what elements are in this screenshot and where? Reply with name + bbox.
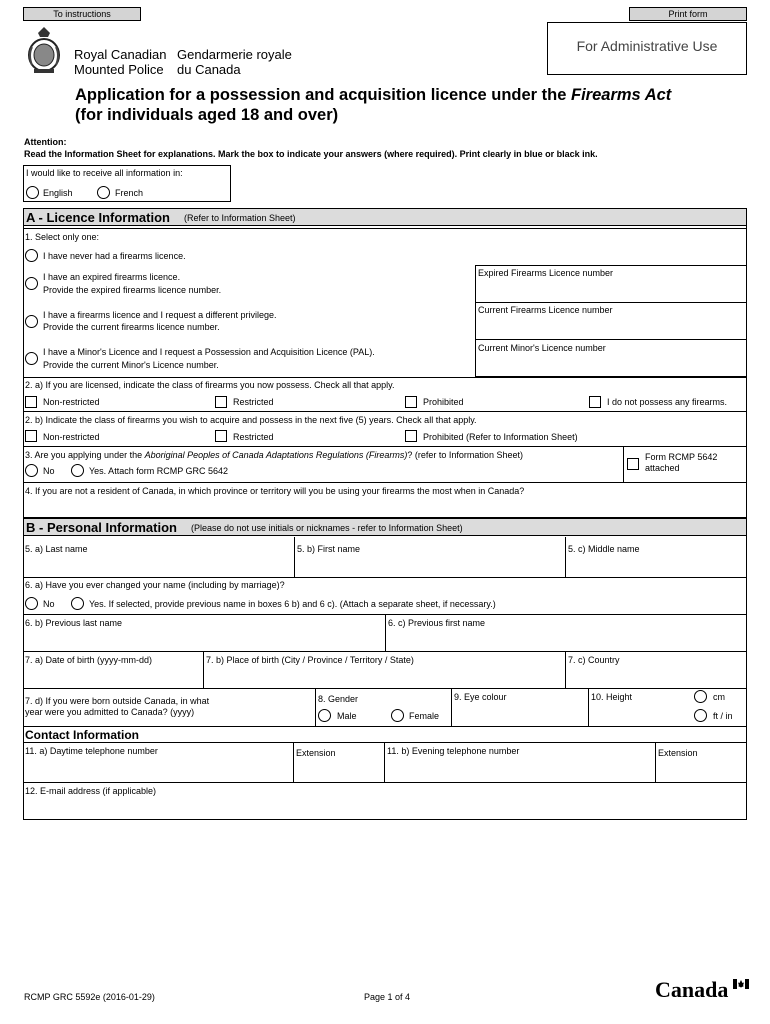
q6a-label: 6. a) Have you ever changed your name (including by marriage)? [25,580,285,590]
administrative-use-box: For Administrative Use [547,22,747,75]
minors-licence-radio[interactable] [25,352,38,365]
first-name-input[interactable] [295,555,565,576]
previous-first-name-input[interactable] [386,629,746,650]
q4-label: 4. If you are not a resident of Canada, in which province or territory will you be using your firearms the most when in Canada? [25,486,525,496]
height-ftin-radio[interactable] [694,709,707,722]
country-label: 7. c) Country [568,655,620,665]
form-5642-attached-checkbox[interactable] [627,458,639,470]
email-label: 12. E-mail address (if applicable) [25,786,157,796]
q6a-no-label: No [43,599,55,609]
different-privilege-hint: Provide the current firearms licence number. [43,322,220,332]
q1-label: 1. Select only one: [25,232,100,242]
last-name-input[interactable] [24,555,294,576]
last-name-label: 5. a) Last name [25,544,88,554]
q3-label: 3. Are you applying under the Aboriginal Peoples of Canada Adaptations Regulations (Firearms)? (refer to Information Sheet) [25,450,523,460]
country-input[interactable] [566,666,746,687]
q2b-prohibited-checkbox[interactable] [405,430,417,442]
never-licence-radio[interactable] [25,249,38,262]
height-label: 10. Height [591,692,633,702]
height-ftin-label: ft / in [713,711,733,721]
middle-name-label: 5. c) Middle name [568,544,640,554]
canada-wordmark: Canada [655,977,728,1003]
current-licence-number-label: Current Firearms Licence number [478,305,613,315]
q2a-no-possess-label: I do not possess any firearms. [607,397,728,407]
q3-yes-label: Yes. Attach form RCMP GRC 5642 [89,466,229,476]
language-prompt: I would like to receive all information in: [26,168,183,178]
male-label: Male [337,711,357,721]
first-name-label: 5. b) First name [297,544,361,554]
section-b-header: B - Personal Information (Please do not use initials or nicknames - refer to Information Sheet) [23,518,747,536]
email-input[interactable] [24,797,746,819]
q6a-no-radio[interactable] [25,597,38,610]
dob-input[interactable] [24,666,202,687]
female-label: Female [409,711,440,721]
q2a-restricted-checkbox[interactable] [215,396,227,408]
evening-ext-label: Extension [658,748,698,758]
daytime-ext-input[interactable] [294,760,383,781]
q6a-yes-radio[interactable] [71,597,84,610]
to-instructions-button[interactable]: To instructions [23,7,141,21]
expired-licence-number-label: Expired Firearms Licence number [478,268,614,278]
q2b-restricted-label: Restricted [233,432,274,442]
previous-last-name-input[interactable] [24,629,384,650]
pob-input[interactable] [204,666,564,687]
english-radio[interactable] [26,186,39,199]
contact-info-heading: Contact Information [25,728,139,742]
form-5642-attached-label: Form RCMP 5642 attached [645,452,718,473]
section-a-header: A - Licence Information (Refer to Information Sheet) [23,208,747,226]
english-label: English [43,188,73,198]
q3-no-label: No [43,466,55,476]
year-admitted-input[interactable] [240,690,314,725]
attention-text: Read the Information Sheet for explanations. Mark the box to indicate your answers (where required). Print clearly in blue or black ink. [24,149,598,159]
dob-label: 7. a) Date of birth (yyyy-mm-dd) [25,655,153,665]
french-label: French [115,188,144,198]
french-radio[interactable] [97,186,110,199]
daytime-phone-label: 11. a) Daytime telephone number [25,746,158,756]
q2a-label: 2. a) If you are licensed, indicate the class of firearms you now possess. Check all that apply. [25,380,395,390]
different-privilege-radio[interactable] [25,315,38,328]
page-number: Page 1 of 4 [364,992,411,1002]
evening-phone-input[interactable] [385,760,654,781]
q3-no-radio[interactable] [25,464,38,477]
q2b-restricted-checkbox[interactable] [215,430,227,442]
previous-last-name-label: 6. b) Previous last name [25,618,123,628]
expired-licence-radio[interactable] [25,277,38,290]
eye-colour-label: 9. Eye colour [454,692,507,702]
q6a-yes-label: Yes. If selected, provide previous name in boxes 6 b) and 6 c). (Attach a separate sheet, if necessary.) [89,599,496,609]
expired-licence-hint: Provide the expired firearms licence number. [43,285,222,295]
q2a-prohibited-checkbox[interactable] [405,396,417,408]
print-form-button[interactable]: Print form [629,7,747,21]
q2b-prohibited-label: Prohibited (Refer to Information Sheet) [423,432,578,442]
form-id: RCMP GRC 5592e (2016-01-29) [24,992,155,1002]
q2b-nonrestricted-checkbox[interactable] [25,430,37,442]
q2b-nonrestricted-label: Non-restricted [43,432,100,442]
gender-label: 8. Gender [318,694,359,704]
q3-yes-radio[interactable] [71,464,84,477]
minors-licence-label: I have a Minor's Licence and I request a Possession and Acquisition Licence (PAL). [43,347,375,357]
daytime-phone-input[interactable] [24,760,292,781]
male-radio[interactable] [318,709,331,722]
year-admitted-label: 7. d) If you were born outside Canada, in what year were you admitted to Canada? (yyyy) [25,696,210,717]
expired-licence-label: I have an expired firearms licence. [43,272,181,282]
pob-label: 7. b) Place of birth (City / Province / Territory / State) [206,655,414,665]
eye-colour-input[interactable] [453,704,587,725]
daytime-ext-label: Extension [296,748,336,758]
q2a-nonrestricted-checkbox[interactable] [25,396,37,408]
minors-licence-number-label: Current Minor's Licence number [478,343,606,353]
different-privilege-label: I have a firearms licence and I request a different privilege. [43,310,277,320]
flag-icon [733,979,749,989]
q2a-no-possess-checkbox[interactable] [589,396,601,408]
attention-label: Attention: [24,137,67,147]
height-cm-label: cm [713,692,725,702]
q2a-prohibited-label: Prohibited [423,397,464,407]
previous-first-name-label: 6. c) Previous first name [388,618,486,628]
middle-name-input[interactable] [566,555,746,576]
never-licence-label: I have never had a firearms licence. [43,251,186,261]
agency-name-fr: Gendarmerie royale du Canada [177,47,292,77]
evening-phone-label: 11. b) Evening telephone number [387,746,520,756]
female-radio[interactable] [391,709,404,722]
agency-name-en: Royal Canadian Mounted Police [74,47,167,77]
page-title: Application for a possession and acquisition licence under the Firearms Act (for individuals aged 18 and over) [75,86,672,124]
q2a-restricted-label: Restricted [233,397,274,407]
height-cm-radio[interactable] [694,690,707,703]
q2a-nonrestricted-label: Non-restricted [43,397,100,407]
height-input[interactable] [590,704,690,725]
rcmp-crest-icon [24,25,64,75]
evening-ext-input[interactable] [656,760,746,781]
minors-licence-hint: Provide the current Minor's Licence number. [43,360,219,370]
q2b-label: 2. b) Indicate the class of firearms you wish to acquire and possess in the next five (5) years. Check all that apply. [25,415,477,425]
